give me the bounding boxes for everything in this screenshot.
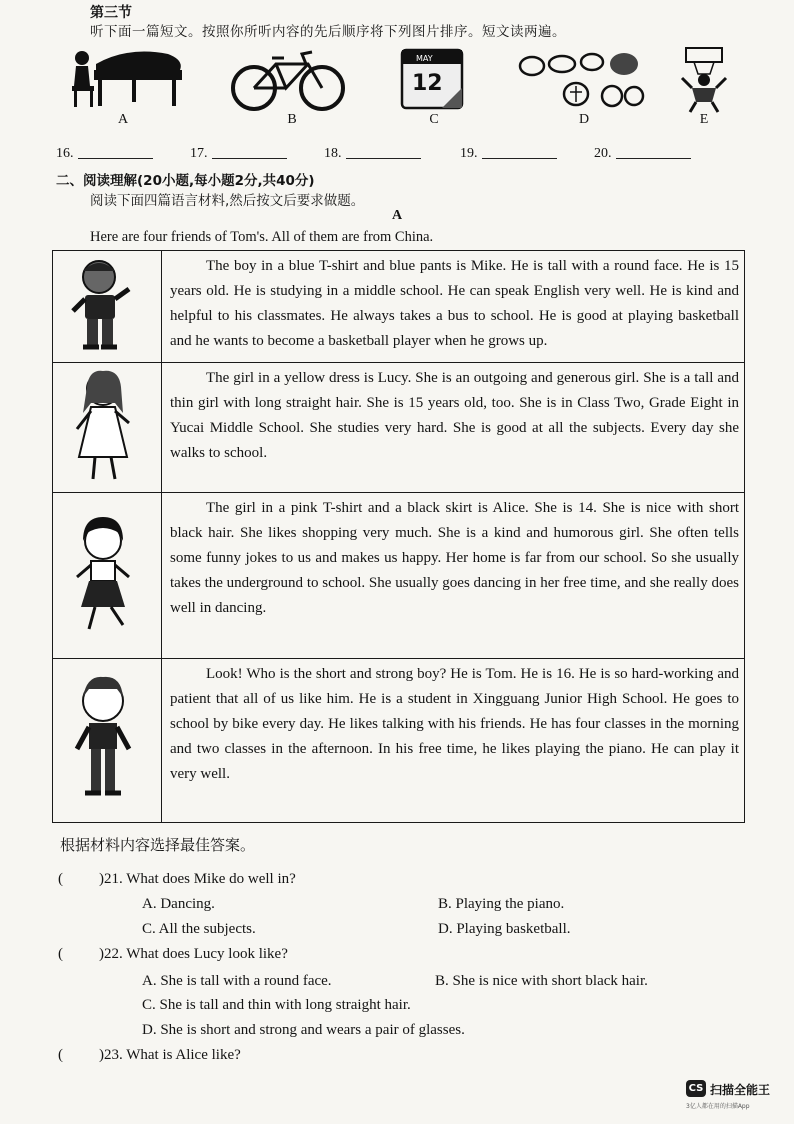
camscanner-logo-icon: CS: [686, 1080, 706, 1097]
option-22-c[interactable]: C. She is tall and thin with long straight hair.: [142, 997, 411, 1013]
friend-row-tom: [53, 659, 745, 823]
picture-e-label: E: [699, 112, 709, 127]
watermark-tagline: 3亿人都在用的扫描App: [686, 1103, 750, 1110]
girl-alice-icon: [53, 493, 159, 653]
friend-text-tom: Look! Who is the short and strong boy? He is Tom. He is 16. He is so hard-working and patient that all of us like him. He is a student in Xingguang Junior High School. He goes to school by bike every day. He likes talking with his friends. He has four classes in the morning and two classes in the afternoon. In his free time, he likes playing the piano. He can play it very well.: [170, 666, 739, 782]
watermark-app-name: 扫描全能王: [710, 1083, 771, 1097]
passage-intro: Here are four friends of Tom's. All of them are from China.: [90, 229, 434, 245]
girl-lucy-icon: [53, 363, 159, 487]
friend-text-mike: The boy in a blue T-shirt and blue pants is Mike. He is tall with a round face. He is 15 years old. He is studying in a middle school. He can speak English very well. He is kind and helpful to his classmates. He always takes a bus to school. He is good at playing basketball and he wants to become a basketball player when he grows up.: [170, 258, 739, 349]
section3-title: 第三节: [90, 5, 132, 21]
picture-d-label: D: [578, 112, 590, 127]
section3-instruction: 听下面一篇短文。按照你所听内容的先后顺序将下列图片排序。短文读两遍。: [90, 24, 566, 40]
basketball-icon: [672, 44, 736, 114]
friends-table: [52, 250, 745, 823]
blank-19[interactable]: 19.: [460, 146, 557, 162]
question-22[interactable]: ( )22. What does Lucy look like?: [58, 946, 288, 962]
picture-a-label: A: [117, 112, 129, 127]
question-stem: 23. What is Alice like?: [104, 1047, 241, 1063]
blank-18[interactable]: 18.: [324, 146, 421, 162]
friend-text-lucy: The girl in a yellow dress is Lucy. She is an outgoing and generous girl. She is a tall and thin girl with long straight hair. She is 15 years old, too. She is in Class Two, Grade Eight in Yucai Middle School. She studies very hard. She is good at all the subjects. Every day she walks to school.: [170, 370, 739, 461]
questions-heading: 根据材料内容选择最佳答案。: [60, 836, 256, 854]
answer-blanks: [56, 146, 756, 166]
section2-title: 二、阅读理解(20小题,每小题2分,共40分): [56, 173, 315, 189]
bicycle-icon: [228, 44, 348, 114]
option-21-c[interactable]: C. All the subjects.: [142, 921, 256, 937]
option-22-b[interactable]: B. She is nice with short black hair.: [435, 973, 648, 989]
blank-16[interactable]: 16.: [56, 146, 153, 162]
question-23[interactable]: ( )23. What is Alice like?: [58, 1047, 241, 1063]
friend-row-lucy: [53, 363, 745, 493]
option-21-d[interactable]: D. Playing basketball.: [438, 921, 571, 937]
question-21[interactable]: ( )21. What does Mike do well in?: [58, 871, 296, 887]
calendar-month: MAY: [416, 54, 433, 63]
friend-text-alice: The girl in a pink T-shirt and a black skirt is Alice. She is 14. She is nice with short black hair. She likes shopping very much. She is a kind and humorous girl. She often tells some funny jokes to us and makes us happy. Her home is far from our school. So she usually takes the underground to school. She usually goes dancing in her free time, and she really does well in dancing.: [170, 500, 739, 616]
question-stem: 22. What does Lucy look like?: [104, 946, 288, 962]
option-21-b[interactable]: B. Playing the piano.: [438, 896, 565, 912]
friend-row-alice: [53, 493, 745, 659]
friend-row-mike: [53, 251, 745, 363]
option-22-a[interactable]: A. She is tall with a round face.: [142, 973, 332, 989]
piano-icon: [68, 44, 186, 114]
boy-mike-icon: [53, 251, 159, 357]
calendar-icon: [398, 44, 468, 114]
passage-label: A: [391, 208, 403, 223]
blank-17[interactable]: 17.: [190, 146, 287, 162]
boy-tom-icon: [53, 659, 159, 817]
vegetables-icon: [516, 44, 646, 114]
calendar-day: 12: [412, 71, 443, 96]
blank-20[interactable]: 20.: [594, 146, 691, 162]
option-21-a[interactable]: A. Dancing.: [142, 896, 215, 912]
picture-c-label: C: [429, 112, 439, 127]
option-22-d[interactable]: D. She is short and strong and wears a pair of glasses.: [142, 1022, 465, 1038]
question-stem: 21. What does Mike do well in?: [104, 871, 296, 887]
section2-instruction: 阅读下面四篇语言材料,然后按文后要求做题。: [90, 193, 365, 209]
picture-b-label: B: [287, 112, 297, 127]
